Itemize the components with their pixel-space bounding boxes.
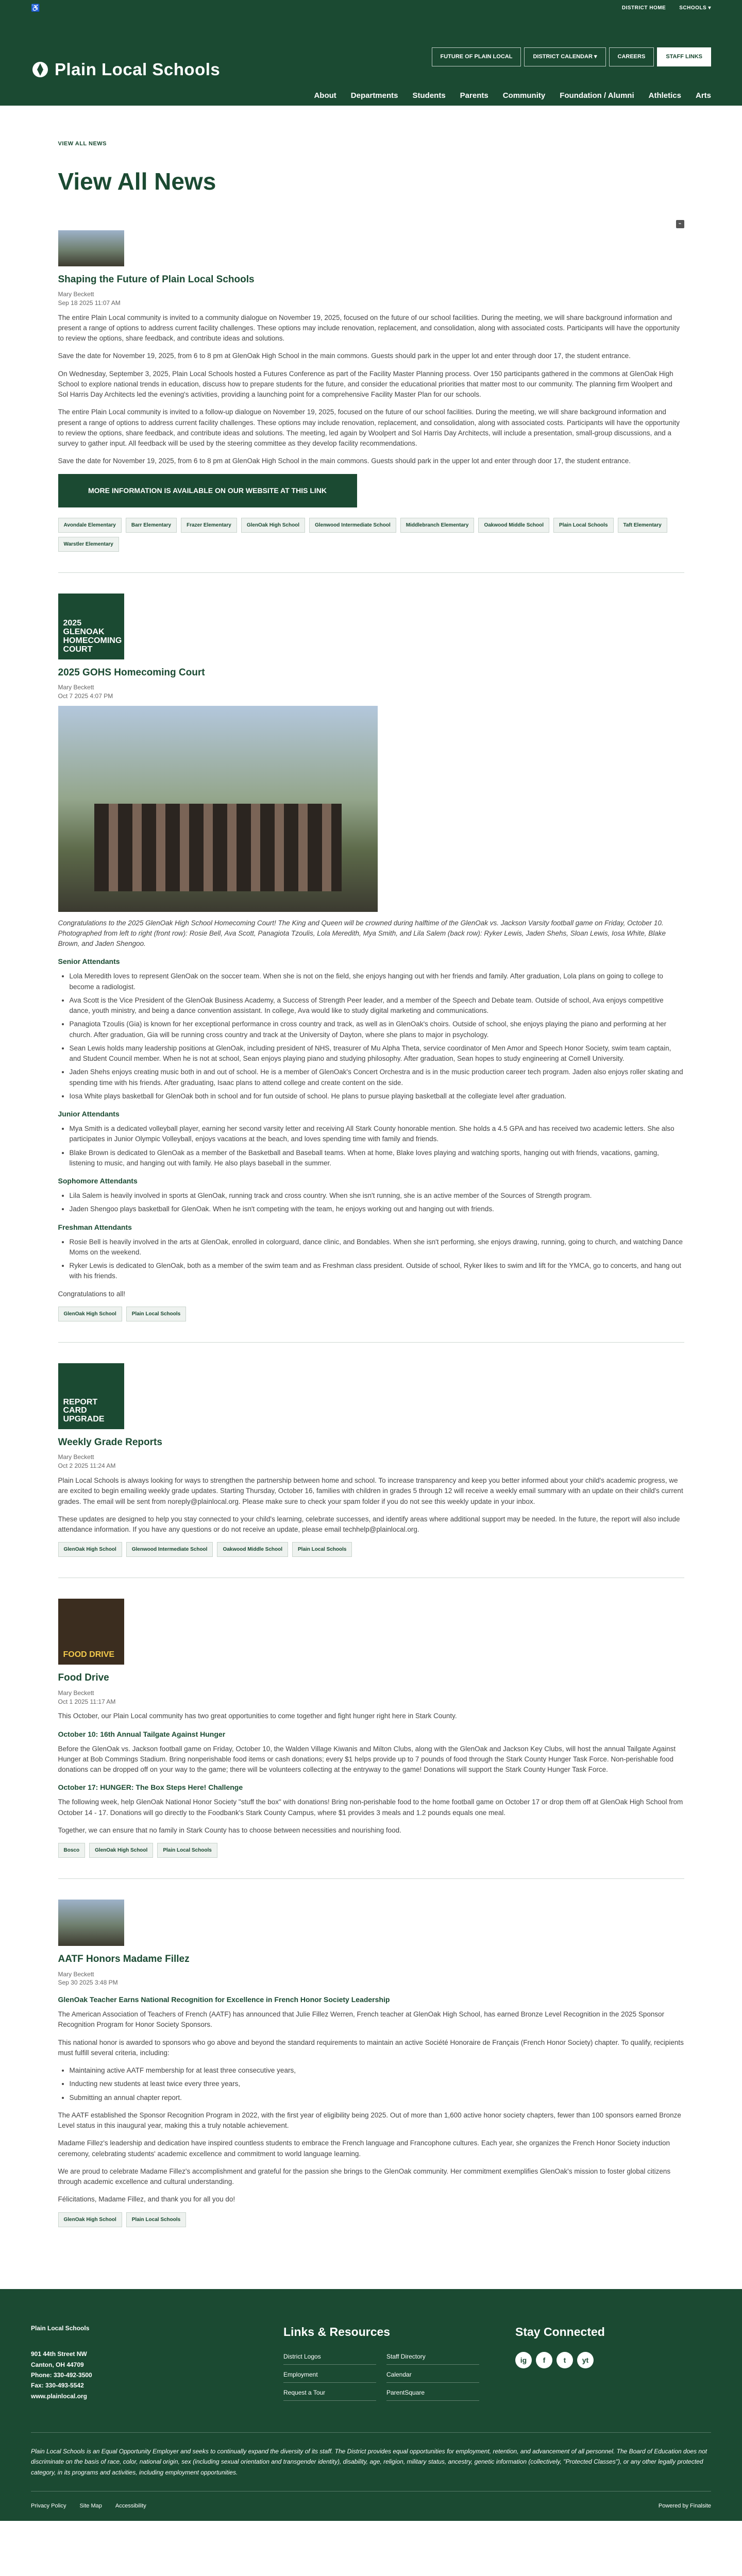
site-map-link[interactable]: Site Map	[79, 2503, 102, 2510]
post-subtitle: GlenOak Teacher Earns National Recognition for Excellence in French Honor Society Leadership	[58, 1995, 390, 2004]
section-heading: October 10: 16th Annual Tailgate Against Hunger	[58, 1730, 226, 1738]
footer-link[interactable]: Employment	[283, 2370, 376, 2383]
post-paragraph: Félicitations, Madame Fillez, and thank you for all you do!	[58, 2195, 235, 2204]
footer-logo[interactable]: Plain Local Schools	[31, 2324, 90, 2332]
utility-nav	[432, 47, 712, 66]
facebook-icon[interactable]: f	[536, 2352, 552, 2368]
nav-foundation-alumni[interactable]: Foundation / Alumni	[560, 91, 634, 100]
list-item: • Rosie Bell is heavily involved in the arts at GlenOak, enrolled in colorguard, dance clinic, and Bondables. When she isn't performing, she enjoys drawing, running, going to church, and watching Dance Moms on the weekend.	[70, 1237, 684, 1258]
nav-parents[interactable]: Parents	[460, 91, 488, 100]
site-logo[interactable]: Plain Local Schools	[31, 57, 220, 82]
news-post	[58, 594, 684, 1343]
footer-phone[interactable]: Phone: 330-492-3500	[31, 2371, 92, 2379]
news-post	[58, 230, 684, 573]
equal-opportunity-notice: Plain Local Schools is an Equal Opportunity Employer and seeks to continually expand the diversity of its staff. The District provides equal opportunities for employment, retention, and advancement of all personnel. The Board of Education does not discriminate on the basis of race, color, national origin, sex (including sexual orientation and transgender identity), disability, age, religion, military status, ancestry, genetic information (collectively, "Protected Classes"), or any other legally protected category, in its programs and activities, including employment opportunities.	[31, 2432, 711, 2491]
post-title[interactable]: 2025 GOHS Homecoming Court	[58, 667, 205, 678]
section-heading: Sophomore Attendants	[58, 1177, 138, 1185]
news-post	[58, 1599, 684, 1879]
tag[interactable]: Plain Local Schools	[292, 1542, 352, 1557]
post-paragraph: Save the date for November 19, 2025, from 6 to 8 pm at GlenOak High School in the main commons. Guests should park in the upper lot and enter through door 17, the student entrance.	[58, 457, 631, 465]
section-heading: Senior Attendants	[58, 957, 120, 966]
post-date: Oct 2 2025 11:24 AM	[58, 1462, 116, 1470]
section-heading: Freshman Attendants	[58, 1223, 132, 1231]
list-item: • Inducting new students at least twice every three years,	[70, 2079, 684, 2089]
tag[interactable]: Taft Elementary	[618, 518, 667, 533]
tag[interactable]: Glenwood Intermediate School	[126, 1542, 213, 1557]
list-item: • Submitting an annual chapter report.	[70, 2093, 684, 2103]
oak-leaf-icon	[31, 60, 49, 79]
post-paragraph: The AATF established the Sponsor Recognition Program in 2022, with the first year of eligibility being 2025. Out of more than 1,600 active honor society chapters, fewer than 100 sponsors earned Bronze Level status in this inaugural year, making this a truly notable achievement.	[58, 2111, 681, 2130]
post-author: Mary Beckett	[58, 1689, 94, 1697]
list-item: • Sean Lewis holds many leadership positions at GlenOak, including president of NHS, treasurer of Mu Alpha Theta, service coordinator of Men Amor and Speech Honor Society, swim team captain, and Student Council member. When he is not at school, Sean enjoys playing piano and studying philosophy. After graduation, Sean hopes to study engineering at Cornell University.	[70, 1043, 684, 1064]
tag[interactable]: Plain Local Schools	[126, 1307, 186, 1321]
tag[interactable]: Barr Elementary	[126, 518, 177, 533]
post-tags	[58, 1307, 684, 1321]
footer-address: 901 44th Street NW	[31, 2350, 87, 2358]
tag[interactable]: GlenOak High School	[58, 1542, 122, 1557]
breadcrumb[interactable]: VIEW ALL NEWS	[58, 141, 107, 147]
list-item: • Ryker Lewis is dedicated to GlenOak, both as a member of the swim team and as Freshman class president. Outside of school, Ryker likes to swim and lift for the YMCA, go to concerts, and hang out with his friends.	[70, 1261, 684, 1282]
twitter-icon[interactable]: t	[556, 2352, 573, 2368]
post-date: Sep 30 2025 3:48 PM	[58, 1979, 118, 1987]
tag[interactable]: Middlebranch Elementary	[400, 518, 475, 533]
post-date: Sep 18 2025 11:07 AM	[58, 299, 121, 307]
post-paragraph: On Wednesday, September 3, 2025, Plain Local Schools hosted a Futures Conference as part of the Facility Master Planning process. Over 150 participants gathered in the commons at GlenOak High School to explore national trends in education, discuss how to prepare students for the future, and consider the educational priorities that matter most to our community. The planning firm Woolpert and Sol Harris Day Architects led the evening's activities, providing a launching point for a comprehensive Facility Master Plan for our schools.	[58, 369, 673, 399]
news-post	[58, 1363, 684, 1578]
footer-link[interactable]: Staff Directory	[386, 2352, 479, 2365]
staff-links-button[interactable]: STAFF LINKS	[657, 47, 711, 66]
footer-fax: Fax: 330-493-5542	[31, 2382, 84, 2389]
main-content	[58, 106, 684, 2289]
top-bar	[0, 0, 742, 15]
tag[interactable]: GlenOak High School	[89, 1843, 153, 1858]
list-item: • Iosa White plays basketball for GlenOak both in school and for fun outside of school. He plans to pursue playing basketball at the collegiate level after graduation.	[70, 1091, 684, 1101]
post-thumbnail[interactable]: FOOD DRIVE	[58, 1599, 124, 1665]
post-date: Oct 1 2025 11:17 AM	[58, 1698, 116, 1705]
tag[interactable]: Plain Local Schools	[157, 1843, 217, 1858]
post-paragraph: The entire Plain Local community is invited to a follow-up dialogue on November 19, 2025, focused on the future of our school facilities. During the meeting, we will share background information and present a range of options to address current facility challenges. These options may include renovation, replacement, and consolidation, along with associated costs. Participants will have the opportunity to review the options, share feedback, and contribute ideas and solutions. The meeting, led again by Woolpert and Sol Harris Day Architects, will include a presentation, small-group discussions, and a survey to gather input. All feedback will be used by the steering committee as they develop facility recommendations.	[58, 408, 680, 448]
youtube-icon[interactable]: yt	[577, 2352, 594, 2368]
instagram-icon[interactable]: ig	[515, 2352, 532, 2368]
links-heading: Links & Resources	[283, 2325, 391, 2338]
list-item: • Ava Scott is the Vice President of the GlenOak Business Academy, a Success of Strength Peer leader, and a member of the Speech and Debate team. Outside of school, Ava enjoys competitive dance, youth ministry, and being a dance convention assistant. In college, Ava would like to study digital marketing and communications.	[70, 995, 684, 1016]
post-paragraph: The entire Plain Local community is invited to a community dialogue on November 19, 2025, focused on the future of our school facilities. During the meeting, we will share background information and present a range of options to address current facility challenges. These options may include renovation, replacement, and consolidation, along with associated costs. Participants will have the opportunity to review the options, share feedback, and contribute ideas and solutions.	[58, 313, 680, 343]
tag[interactable]: Plain Local Schools	[126, 2212, 186, 2227]
footer-city: Canton, OH 44709	[31, 2361, 84, 2368]
future-of-plain-local-button[interactable]: FUTURE OF PLAIN LOCAL	[432, 47, 521, 66]
post-thumbnail[interactable]	[58, 1900, 124, 1946]
nav-about[interactable]: About	[314, 91, 336, 100]
post-paragraph: Plain Local Schools is always looking for ways to strengthen the partnership between home and school. To increase transparency and keep you better informed about your child's academic progress, we are excited to begin emailing weekly grade updates. Starting Thursday, October 16, families with children in grades 5 through 12 will receive a weekly email summary with an update on their child's current grades. The email will be sent from noreply@plainlocal.org. Please make sure to check your spam folder if you do not see this weekly update in your inbox.	[58, 1477, 683, 1505]
tag[interactable]: Bosco	[58, 1843, 86, 1858]
post-thumbnail[interactable]: 2025 GLENOAK HOMECOMING COURT	[58, 594, 124, 659]
site-header	[0, 15, 742, 106]
post-paragraph: Madame Fillez's leadership and dedication have inspired countless students to embrace the French language and Francophone cultures. Each year, she organizes the French Honor Society induction ceremony, celebrating students' academic excellence and commitment to world language learning.	[58, 2139, 670, 2158]
post-date: Oct 7 2025 4:07 PM	[58, 692, 113, 700]
site-footer	[0, 2289, 742, 2521]
schools-menu[interactable]: SCHOOLS ▾	[679, 5, 711, 11]
post-author: Mary Beckett	[58, 1453, 94, 1461]
post-tags	[58, 2212, 684, 2227]
post-paragraph: The following week, help GlenOak National Honor Society "stuff the box" with donations! Bring non-perishable food to the home football game on October 17 or drop them off at GlenOak High School from October 14 - 17. Donations will go directly to the Foodbank's Stark County Campus, where $1 provides 3 meals and 1.2 pounds equals one meal.	[58, 1798, 683, 1817]
rss-icon[interactable]: ⌁	[676, 220, 684, 228]
tag[interactable]: GlenOak High School	[241, 518, 305, 533]
tag[interactable]: GlenOak High School	[58, 1307, 122, 1321]
section-heading: Junior Attendants	[58, 1110, 120, 1118]
post-title[interactable]: AATF Honors Madame Fillez	[58, 1954, 190, 1965]
list-item: • Maintaining active AATF membership for at least three consecutive years,	[70, 2065, 684, 2076]
nav-arts[interactable]: Arts	[695, 91, 711, 100]
post-paragraph: These updates are designed to help you stay connected to your child's learning, celebrate successes, and identify areas where additional support may be needed. In the future, the report will also include attendance information. If you have any questions or do not receive an update, please email techhelp@plainlocal.org.	[58, 1515, 680, 1534]
accessibility-link[interactable]: Accessibility	[115, 2503, 146, 2510]
post-paragraph: The American Association of Teachers of French (AATF) has announced that Julie Fillez Werren, French teacher at GlenOak High School, has earned Bronze Level Recognition in the 2025 Sponsor Recognition Program for Honor Society Sponsors.	[58, 2010, 665, 2029]
post-paragraph: Before the GlenOak vs. Jackson football game on Friday, October 10, the Walden Village Kiwanis and Milton Clubs, along with the GlenOak and Jackson Key Clubs, will host the annual Tailgate Against Hunger at Bob Commings Stadium. Bring nonperishable food items or cash donations; every $1 helps provide up to 7 pounds of food through the Stark County Hunger Task Force. Non-perishable food donations can be dropped off on your way to the game; there will be volunteers collecting at the entryway to the game! Donations will support the Stark County Hunger Task Force.	[58, 1744, 676, 1774]
tag[interactable]: Glenwood Intermediate School	[309, 518, 396, 533]
stay-connected-heading: Stay Connected	[515, 2325, 605, 2338]
post-tags	[58, 1843, 684, 1858]
list-item: • Jaden Shengoo plays basketball for GlenOak. When he isn't competing with the team, he enjoys working out and hanging out with friends.	[70, 1204, 684, 1214]
post-thumbnail[interactable]	[58, 230, 124, 266]
list-item: • Lola Meredith loves to represent GlenOak on the soccer team. When she is not on the field, she enjoys hanging out with her friends and family. After graduation, Lola plans on going to college to become a radiologist.	[70, 971, 684, 992]
footer-link[interactable]: ParentSquare	[386, 2388, 479, 2401]
tag[interactable]: Avondale Elementary	[58, 518, 122, 533]
post-paragraph: We are proud to celebrate Madame Fillez's accomplishment and grateful for the passion she brings to the GlenOak community. Her commitment exemplifies GlenOak's mission to foster global citizens through academic excellence and cultural understanding.	[58, 2167, 671, 2186]
list-item: • Blake Brown is dedicated to GlenOak as a member of the Basketball and Baseball teams. When at home, Blake loves playing and watching sports, hanging out with friends, vacations, gaming, listening to music, and hanging out with family. He also plays baseball in the summer.	[70, 1148, 684, 1169]
powered-by-badge[interactable]: Powered by Finalsite	[658, 2503, 711, 2510]
tag[interactable]: Warstler Elementary	[58, 537, 119, 552]
post-thumbnail[interactable]: REPORT CARD UPGRADE	[58, 1363, 124, 1429]
footer-link[interactable]: District Logos	[283, 2352, 376, 2365]
nav-departments[interactable]: Departments	[350, 91, 398, 100]
nav-community[interactable]: Community	[502, 91, 546, 100]
post-author: Mary Beckett	[58, 1970, 94, 1978]
district-home-link[interactable]: DISTRICT HOME	[621, 5, 666, 11]
district-calendar-button[interactable]: DISTRICT CALENDAR ▾	[524, 47, 605, 66]
privacy-policy-link[interactable]: Privacy Policy	[31, 2503, 66, 2510]
nav-athletics[interactable]: Athletics	[648, 91, 681, 100]
accessibility-icon[interactable]: ♿	[31, 3, 40, 12]
news-post	[58, 1900, 684, 2248]
nav-students[interactable]: Students	[412, 91, 446, 100]
tag[interactable]: Frazer Elementary	[181, 518, 237, 533]
tag[interactable]: GlenOak High School	[58, 2212, 122, 2227]
section-heading: October 17: HUNGER: The Box Steps Here! Challenge	[58, 1783, 243, 1792]
post-title[interactable]: Shaping the Future of Plain Local Schools	[58, 274, 255, 285]
post-title[interactable]: Weekly Grade Reports	[58, 1436, 162, 1448]
post-paragraph: Save the date for November 19, 2025, from 6 to 8 pm at GlenOak High School in the main commons. Guests should park in the upper lot and enter through door 17, the student entrance.	[58, 352, 631, 360]
list-item: • Lila Salem is heavily involved in sports at GlenOak, running track and cross country. When she isn't running, she is an active member of the Sources of Strength program.	[70, 1191, 684, 1201]
post-paragraph: Congratulations to all!	[58, 1290, 126, 1298]
post-tags	[58, 518, 684, 552]
main-nav	[314, 90, 711, 102]
page-title: View All News	[58, 167, 216, 195]
list-item: • Jaden Shehs enjoys creating music both in and out of school. He is a member of GlenOak's Concert Orchestra and is in the music production career tech program. Jaden also enjoys roller skating and spending time with his friends. After graduating, Isaac plans to attend college and create content on the side.	[70, 1067, 684, 1088]
post-title[interactable]: Food Drive	[58, 1672, 109, 1684]
tag[interactable]: Oakwood Middle School	[478, 518, 549, 533]
post-tags	[58, 1542, 684, 1557]
footer-link[interactable]: Calendar	[386, 2370, 479, 2383]
tag[interactable]: Plain Local Schools	[553, 518, 613, 533]
list-item: • Mya Smith is a dedicated volleyball player, earning her second varsity letter and receiving All Stark County honorable mention. She holds a 4.5 GPA and has received two academic letters. She also participates in Junior Olympic Volleyball, enjoys vacations at the beach, and loves spending time with family and friends.	[70, 1124, 684, 1145]
homecoming-court-photo	[58, 706, 378, 912]
more-info-button[interactable]: MORE INFORMATION IS AVAILABLE ON OUR WEBSITE AT THIS LINK	[58, 474, 357, 507]
post-paragraph: Together, we can ensure that no family in Stark County has to choose between necessities and nourishing food.	[58, 1826, 401, 1834]
list-item: • Panagiota Tzoulis (Gia) is known for her exceptional performance in cross country and track, as well as in GlenOak's choirs. Outside of school, she enjoys playing the piano and performing at her church. After graduation, Gia will be running cross country and track at the University of Dayton, where she plans to major in psychology.	[70, 1019, 684, 1040]
tag[interactable]: Oakwood Middle School	[217, 1542, 288, 1557]
post-author: Mary Beckett	[58, 684, 94, 691]
careers-button[interactable]: CAREERS	[609, 47, 654, 66]
photo-caption: Congratulations to the 2025 GlenOak High School Homecoming Court! The King and Queen will be crowned during halftime of the GlenOak vs. Jackson Varsity football game on Friday, October 10. Photographed from left to right (front row): Rosie Bell, Ava Scott, Panagiota Tzoulis, Lola Meredith, Mya Smith, and Lila Salem (back row): Ryker Lewis, Jaden Shehs, Sloan Lewis, Iosa White, Blake Brown, and Jaden Shengoo.	[58, 919, 666, 948]
post-paragraph: This October, our Plain Local community has two great opportunities to come together and fight hunger right here in Stark County.	[58, 1712, 457, 1720]
footer-link[interactable]: Request a Tour	[283, 2388, 376, 2401]
post-paragraph: This national honor is awarded to sponsors who go above and beyond the standard requirements to maintain an active Société Honoraire de Français (French Honor Society) chapter. To qualify, recipients must fulfill several criteria, including:	[58, 2038, 684, 2057]
post-author: Mary Beckett	[58, 291, 94, 298]
footer-website[interactable]: www.plainlocal.org	[31, 2392, 87, 2400]
